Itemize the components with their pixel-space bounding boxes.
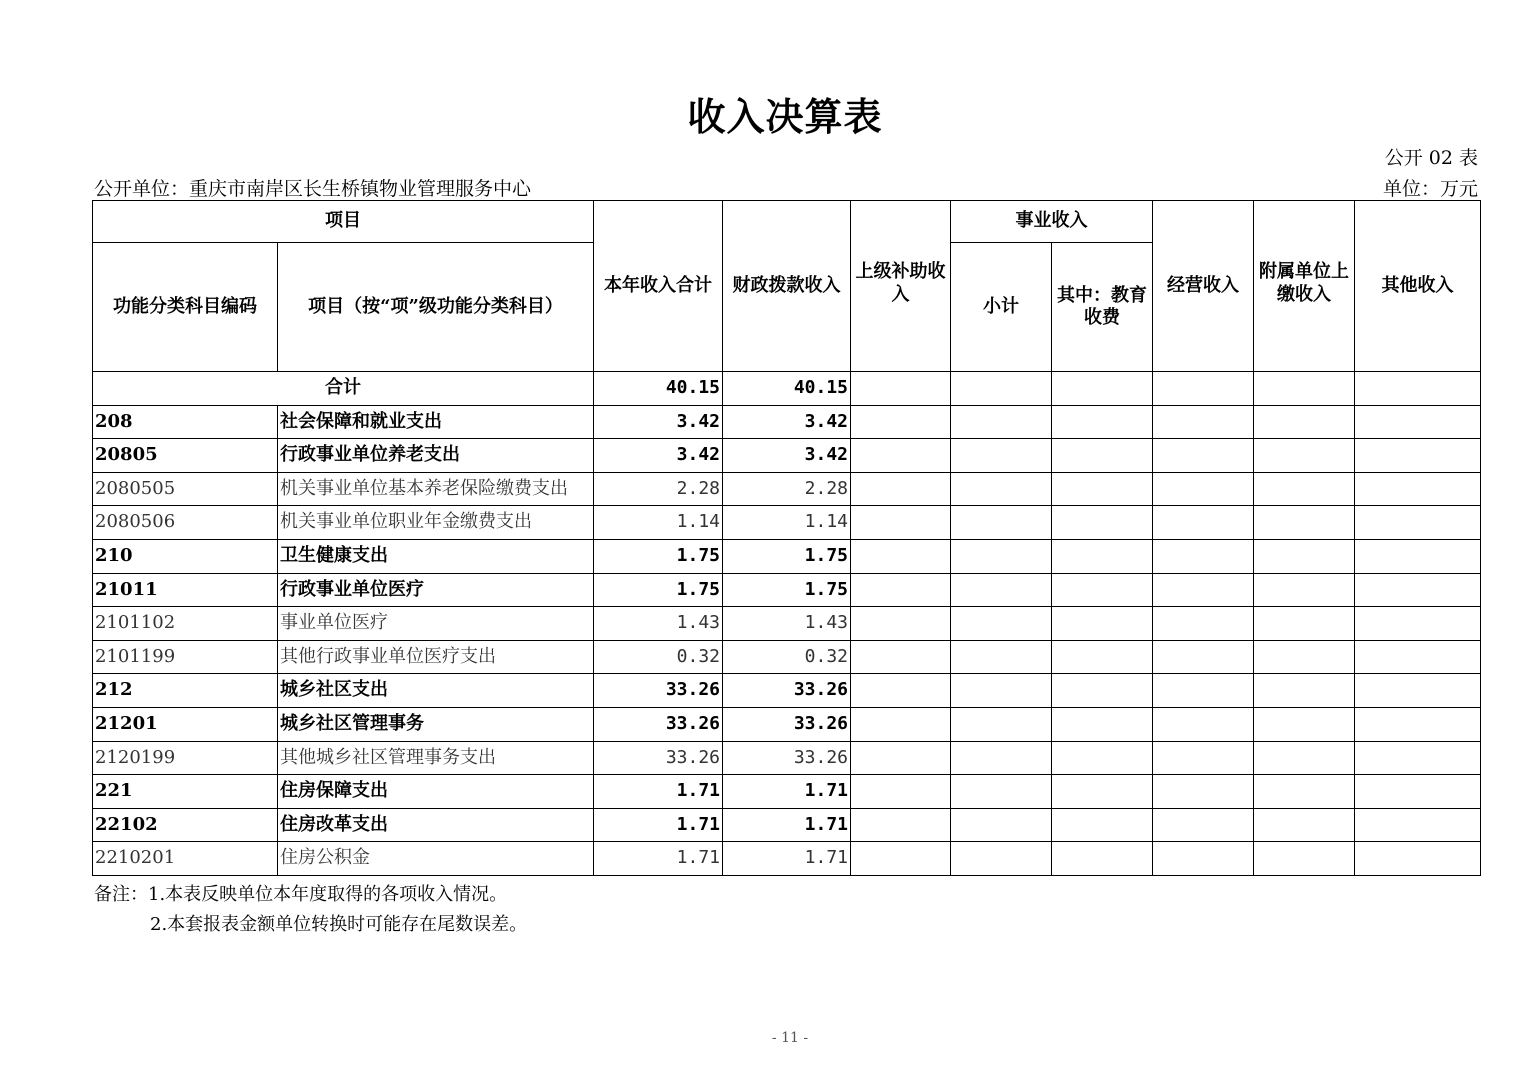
empty-cell <box>851 405 951 439</box>
total-income-cell: 1.43 <box>594 607 723 641</box>
empty-cell <box>1052 842 1153 876</box>
fiscal-cell: 3.42 <box>723 439 851 473</box>
name-cell: 机关事业单位职业年金缴费支出 <box>278 506 594 540</box>
header-project: 项目 <box>93 201 594 243</box>
name-cell: 城乡社区管理事务 <box>278 707 594 741</box>
empty-cell <box>1254 741 1355 775</box>
table-row <box>93 573 1481 607</box>
empty-cell <box>1153 607 1254 641</box>
code-cell: 210 <box>93 539 278 573</box>
empty-cell <box>1355 539 1481 573</box>
empty-cell <box>1355 808 1481 842</box>
header-edu: 其中：教育收费 <box>1052 243 1153 372</box>
code-cell: 221 <box>93 775 278 809</box>
page-number: - 11 - <box>771 1030 809 1046</box>
header-name: 项目（按“项”级功能分类科目） <box>278 243 594 372</box>
empty-cell <box>851 573 951 607</box>
empty-cell <box>951 405 1052 439</box>
empty-cell <box>1355 405 1481 439</box>
empty-cell <box>851 539 951 573</box>
table-row <box>93 405 1481 439</box>
name-cell: 住房保障支出 <box>278 775 594 809</box>
total-income-cell: 1.71 <box>594 808 723 842</box>
code-cell: 212 <box>93 674 278 708</box>
fiscal-cell: 3.42 <box>723 405 851 439</box>
empty-cell <box>1355 640 1481 674</box>
total-income-cell: 33.26 <box>594 741 723 775</box>
code-cell: 2120199 <box>93 741 278 775</box>
empty-cell <box>1052 506 1153 540</box>
table-row <box>93 506 1481 540</box>
table-row <box>93 707 1481 741</box>
empty-cell <box>1052 607 1153 641</box>
empty-cell <box>951 707 1052 741</box>
empty-cell <box>951 607 1052 641</box>
empty-cell <box>1355 506 1481 540</box>
name-cell: 行政事业单位医疗 <box>278 573 594 607</box>
code-cell: 2080506 <box>93 506 278 540</box>
name-cell: 其他城乡社区管理事务支出 <box>278 741 594 775</box>
code-cell: 2210201 <box>93 842 278 876</box>
empty-cell <box>951 472 1052 506</box>
code-cell: 208 <box>93 405 278 439</box>
note-line-2: 2.本套报表金额单位转换时可能存在尾数误差。 <box>150 914 528 935</box>
header-other: 其他收入 <box>1355 201 1481 372</box>
empty-cell <box>1254 707 1355 741</box>
fiscal-cell: 1.14 <box>723 506 851 540</box>
empty-cell <box>1052 808 1153 842</box>
name-cell: 住房公积金 <box>278 842 594 876</box>
empty-cell <box>1355 439 1481 473</box>
empty-cell <box>1355 573 1481 607</box>
note-line-1: 备注：1.本表反映单位本年度取得的各项收入情况。 <box>94 884 508 905</box>
empty-cell <box>951 775 1052 809</box>
empty-cell <box>1052 439 1153 473</box>
header-business: 事业收入 <box>951 201 1153 243</box>
empty-cell <box>1153 439 1254 473</box>
name-cell: 其他行政事业单位医疗支出 <box>278 640 594 674</box>
empty-cell <box>1254 506 1355 540</box>
total-income-cell: 3.42 <box>594 405 723 439</box>
empty-cell <box>851 472 951 506</box>
empty-cell <box>1355 741 1481 775</box>
empty-cell <box>951 506 1052 540</box>
table-row <box>93 539 1481 573</box>
empty-cell <box>1254 573 1355 607</box>
fiscal-cell: 33.26 <box>723 674 851 708</box>
empty-cell <box>951 842 1052 876</box>
total-income-value: 40.15 <box>594 372 723 406</box>
table-row <box>93 842 1481 876</box>
empty-cell <box>1052 640 1153 674</box>
header-superior: 上级补助收入 <box>851 201 951 372</box>
code-cell: 22102 <box>93 808 278 842</box>
empty-cell <box>1254 775 1355 809</box>
name-cell: 卫生健康支出 <box>278 539 594 573</box>
empty-cell <box>1153 539 1254 573</box>
fiscal-cell: 2.28 <box>723 472 851 506</box>
total-income-cell: 0.32 <box>594 640 723 674</box>
total-income-cell: 2.28 <box>594 472 723 506</box>
table-row <box>93 439 1481 473</box>
empty-cell <box>1153 775 1254 809</box>
header-fiscal: 财政拨款收入 <box>723 201 851 372</box>
empty-cell <box>1153 405 1254 439</box>
empty-cell <box>951 674 1052 708</box>
total-fiscal-value: 40.15 <box>723 372 851 406</box>
name-cell: 住房改革支出 <box>278 808 594 842</box>
reporting-unit: 公开单位：重庆市南岸区长生桥镇物业管理服务中心 <box>94 178 532 200</box>
empty-cell <box>1254 439 1355 473</box>
empty-cell <box>1254 607 1355 641</box>
empty-cell <box>851 674 951 708</box>
total-label: 合计 <box>93 372 594 406</box>
empty-cell <box>1254 842 1355 876</box>
total-income-cell: 3.42 <box>594 439 723 473</box>
code-cell: 2080505 <box>93 472 278 506</box>
page-title: 收入决算表 <box>687 94 883 139</box>
currency-unit: 单位：万元 <box>1382 178 1478 200</box>
code-cell: 2101199 <box>93 640 278 674</box>
code-cell: 2101102 <box>93 607 278 641</box>
empty-cell <box>851 741 951 775</box>
table-row <box>93 607 1481 641</box>
table-row <box>93 741 1481 775</box>
table-row <box>93 674 1481 708</box>
table-row <box>93 775 1481 809</box>
header-subtotal: 小计 <box>951 243 1052 372</box>
fiscal-cell: 33.26 <box>723 707 851 741</box>
empty-cell <box>1254 674 1355 708</box>
total-income-cell: 1.71 <box>594 775 723 809</box>
header-affiliated: 附属单位上缴收入 <box>1254 201 1355 372</box>
total-income-cell: 1.75 <box>594 573 723 607</box>
code-cell: 21011 <box>93 573 278 607</box>
fiscal-cell: 1.43 <box>723 607 851 641</box>
empty-cell <box>951 808 1052 842</box>
empty-cell <box>1052 741 1153 775</box>
fiscal-cell: 1.71 <box>723 775 851 809</box>
empty-cell <box>951 439 1052 473</box>
empty-cell <box>1153 808 1254 842</box>
empty-cell <box>1355 674 1481 708</box>
empty-cell <box>1052 405 1153 439</box>
empty-cell <box>951 539 1052 573</box>
fiscal-cell: 0.32 <box>723 640 851 674</box>
empty-cell <box>1355 607 1481 641</box>
table-row <box>93 808 1481 842</box>
fiscal-cell: 1.71 <box>723 842 851 876</box>
code-cell: 20805 <box>93 439 278 473</box>
empty-cell <box>851 808 951 842</box>
code-cell: 21201 <box>93 707 278 741</box>
empty-cell <box>1355 842 1481 876</box>
empty-cell <box>951 640 1052 674</box>
empty-cell <box>1153 640 1254 674</box>
empty-cell <box>1052 674 1153 708</box>
empty-cell <box>1254 405 1355 439</box>
empty-cell <box>951 573 1052 607</box>
fiscal-cell: 1.75 <box>723 539 851 573</box>
empty-cell <box>851 842 951 876</box>
empty-cell <box>851 640 951 674</box>
empty-cell <box>851 439 951 473</box>
empty-cell <box>1153 506 1254 540</box>
empty-cell <box>851 607 951 641</box>
table-row <box>93 472 1481 506</box>
empty-cell <box>851 707 951 741</box>
empty-cell <box>851 506 951 540</box>
total-row <box>93 372 1481 406</box>
empty-cell <box>1153 472 1254 506</box>
empty-cell <box>1355 472 1481 506</box>
income-table <box>92 200 1481 876</box>
form-number: 公开 02 表 <box>1384 147 1478 169</box>
total-income-cell: 1.71 <box>594 842 723 876</box>
total-income-cell: 33.26 <box>594 674 723 708</box>
name-cell: 社会保障和就业支出 <box>278 405 594 439</box>
header-operating: 经营收入 <box>1153 201 1254 372</box>
empty-cell <box>1153 573 1254 607</box>
empty-cell <box>1254 808 1355 842</box>
total-income-cell: 1.14 <box>594 506 723 540</box>
empty-cell <box>1254 539 1355 573</box>
empty-cell <box>951 741 1052 775</box>
empty-cell <box>1052 573 1153 607</box>
total-income-cell: 33.26 <box>594 707 723 741</box>
header-code: 功能分类科目编码 <box>93 243 278 372</box>
table-row <box>93 640 1481 674</box>
name-cell: 机关事业单位基本养老保险缴费支出 <box>278 472 594 506</box>
empty-cell <box>1153 741 1254 775</box>
empty-cell <box>1355 775 1481 809</box>
name-cell: 行政事业单位养老支出 <box>278 439 594 473</box>
header-total-income: 本年收入合计 <box>594 201 723 372</box>
empty-cell <box>1052 775 1153 809</box>
total-income-cell: 1.75 <box>594 539 723 573</box>
empty-cell <box>851 775 951 809</box>
empty-cell <box>1052 472 1153 506</box>
name-cell: 事业单位医疗 <box>278 607 594 641</box>
empty-cell <box>1153 674 1254 708</box>
empty-cell <box>1052 707 1153 741</box>
fiscal-cell: 1.75 <box>723 573 851 607</box>
empty-cell <box>1153 842 1254 876</box>
empty-cell <box>1254 640 1355 674</box>
empty-cell <box>1254 472 1355 506</box>
empty-cell <box>1355 707 1481 741</box>
fiscal-cell: 33.26 <box>723 741 851 775</box>
empty-cell <box>1153 707 1254 741</box>
fiscal-cell: 1.71 <box>723 808 851 842</box>
notes <box>94 880 527 940</box>
empty-cell <box>1052 539 1153 573</box>
name-cell: 城乡社区支出 <box>278 674 594 708</box>
